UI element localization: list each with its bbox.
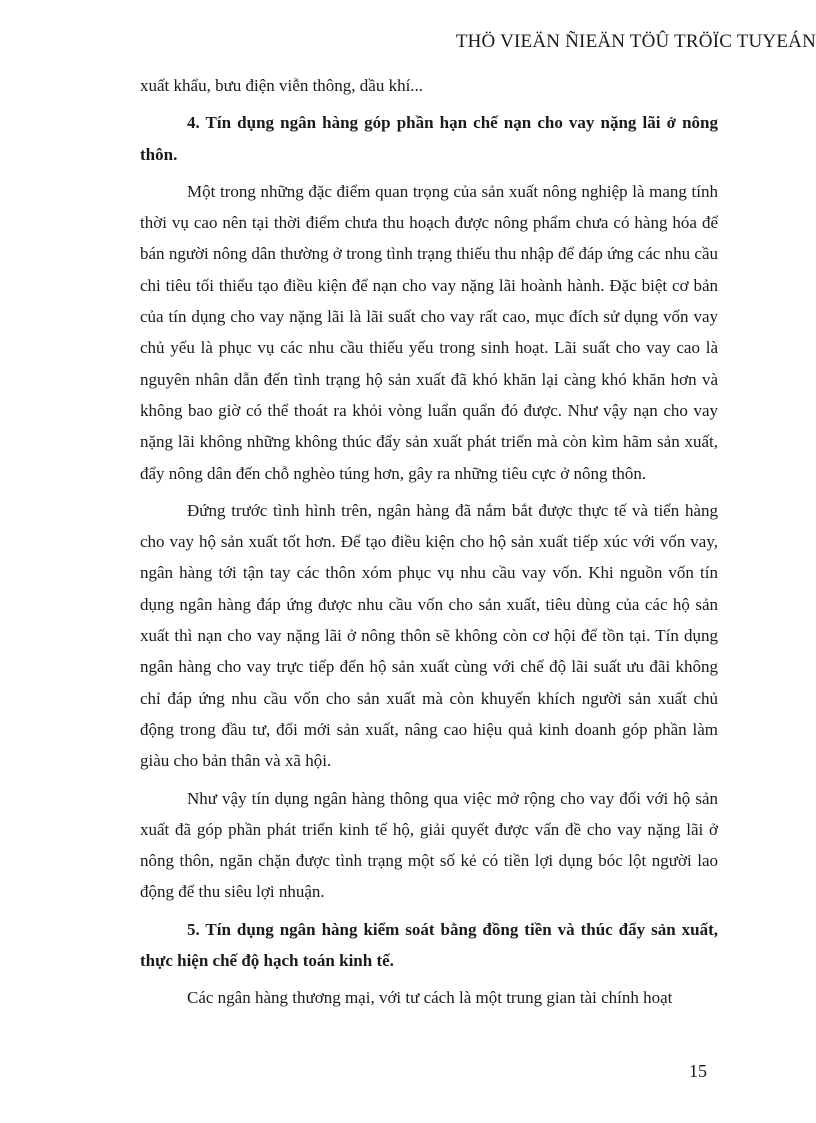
section-heading-4: 4. Tín dụng ngân hàng góp phần hạn chế nạn cho vay nặng lãi ở nông thôn. [140, 113, 718, 164]
paragraph-body: Như vậy tín dụng ngân hàng thông qua việc mở rộng cho vay đối với hộ sản xuất đã góp phần phát triển kinh tế hộ, giải quyết được vấn đề cho vay nặng lãi ở nông thôn, ngăn chặn được tình trạng một số kẻ có tiền lợi dụng bóc lột người lao động để thu siêu lợi nhuận. [140, 788, 718, 902]
section-heading-5: 5. Tín dụng ngân hàng kiểm soát bằng đồng tiền và thúc đẩy sản xuất, thực hiện chế độ hạch toán kinh tế. [140, 919, 718, 971]
page-number: 15 [689, 1061, 707, 1081]
paragraph-body: Các ngân hàng thương mại, với tư cách là một trung gian tài chính hoạt [187, 988, 673, 1008]
page-header-title: THÖ VIEÄN ÑIEÄN TÖÛ TRÖÏC TUYEÁN [455, 31, 816, 52]
paragraph-body: Đứng trước tình hình trên, ngân hàng đã nắm bắt được thực tế và tiến hàng cho vay hộ sản xuất tốt hơn. Để tạo điều kiện cho hộ sản xuất tiếp xúc với vốn vay, ngân hàng tới tận tay các thôn xóm phục vụ nhu cầu vay vốn. Khi nguồn vốn tín dụng ngân hàng đáp ứng được nhu cầu vốn cho sản xuất, tiêu dùng của các hộ sản xuất thì nạn cho vay nặng lãi ở nông thôn sẽ không còn cơ hội để tồn tại. Tín dụng ngân hàng cho vay trực tiếp đến hộ sản xuất cùng với chế độ lãi suất ưu đãi không chỉ đáp ứng nhu cầu vốn cho sản xuất mà còn khuyến khích người sản xuất chủ động trong đầu tư, đổi mới sản xuất, nâng cao hiệu quả kinh doanh góp phần làm giàu cho bản thân và xã hội. [140, 500, 718, 771]
paragraph-continuation: xuất khẩu, bưu điện viễn thông, dầu khí... [140, 76, 424, 95]
document-body [140, 70, 718, 1020]
paragraph-body: Một trong những đặc điểm quan trọng của sản xuất nông nghiệp là mang tính thời vụ cao nên tại thời điểm chưa thu hoạch được nông phẩm chưa có hàng hóa để bán người nông dân thường ở trong tình trạng thiếu thu nhập để đáp ứng các nhu cầu chi tiêu tối thiểu tạo điều kiện để nạn cho vay nặng lãi hoành hành. Đặc biệt cơ bản của tín dụng cho vay nặng lãi là lãi suất cho vay rất cao, mục đích sử dụng vốn vay chủ yếu là phục vụ các nhu cầu thiếu yếu trong sinh hoạt. Lãi suất cho vay cao là nguyên nhân dẫn đến tình trạng hộ sản xuất đã khó khăn lại càng khó khăn hơn và không bao giờ có thể thoát ra khỏi vòng luẩn quẩn đó được. Như vậy nạn cho vay nặng lãi không những không thúc đẩy sản xuất phát triển mà còn kìm hãm sản xuất, đẩy nông dân đến chỗ nghèo túng hơn, gây ra những tiêu cực ở nông thôn. [140, 181, 718, 483]
